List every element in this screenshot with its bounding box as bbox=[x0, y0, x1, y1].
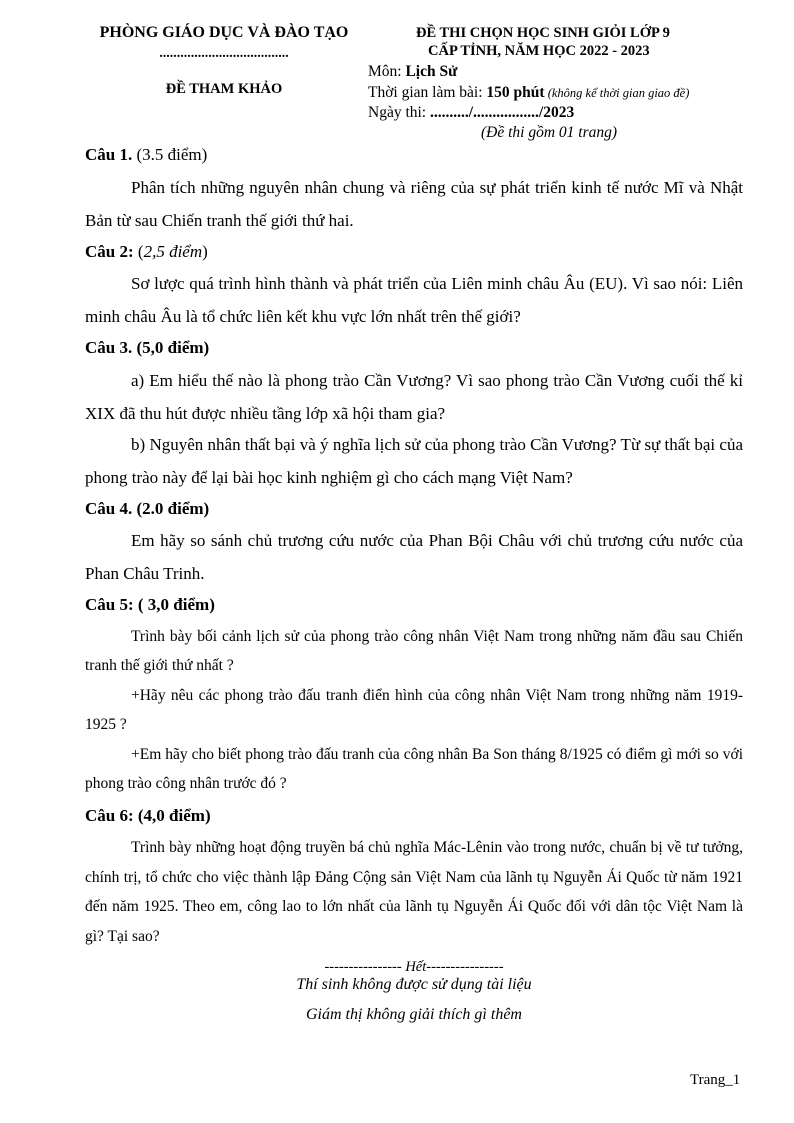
question-3-part-b: b) Nguyên nhân thất bại và ý nghĩa lịch sử của phong trào Cần Vương? Từ sự thất bại của phong trào này để lại bài học kinh nghiệm gì cho cách mạng Việt Nam? bbox=[85, 435, 743, 487]
subject-value: Lịch Sử bbox=[405, 63, 458, 80]
question-6-heading: Câu 6: (4,0 điểm) bbox=[85, 806, 211, 825]
question-3-part-a: a) Em hiểu thế nào là phong trào Cần Vương? Vì sao phong trào Cần Vương cuối thế kỉ XIX đã thu hút được nhiều tầng lớp xã hội tham gia? bbox=[85, 371, 743, 423]
date-value: ........../................./2023 bbox=[430, 104, 575, 121]
end-mark: ---------------- Hết---------------- bbox=[324, 959, 504, 975]
question-1-label: Câu 1. bbox=[85, 145, 133, 164]
footer-note-invigilators: Giám thị không giải thích gì thêm bbox=[306, 1006, 522, 1023]
question-5-heading: Câu 5: ( 3,0 điểm) bbox=[85, 595, 215, 614]
question-1-points: (3.5 điểm) bbox=[132, 145, 208, 164]
subject-label: Môn: bbox=[368, 63, 406, 80]
time-value: 150 phút bbox=[486, 84, 545, 101]
question-2-points-close: ) bbox=[202, 242, 208, 261]
question-2-heading bbox=[85, 242, 208, 262]
subject-line bbox=[368, 63, 457, 81]
question-2-text: Sơ lược quá trình hình thành và phát triển của Liên minh châu Âu (EU). Vì sao nói: Liên minh châu Âu là tổ chức liên kết khu vực lớn nhất trên thế giới? bbox=[85, 274, 743, 326]
footer-note-candidates: Thí sinh không được sử dụng tài liệu bbox=[296, 976, 532, 993]
time-line bbox=[368, 84, 689, 102]
department-name: PHÒNG GIÁO DỤC VÀ ĐÀO TẠO bbox=[99, 24, 349, 41]
question-5-text-3: +Em hãy cho biết phong trào đấu tranh của công nhân Ba Son tháng 8/1925 có điểm gì mới so với phong trào công nhân trước đó ? bbox=[85, 746, 743, 792]
exam-title-line2: CẤP TỈNH, NĂM HỌC 2022 - 2023 bbox=[428, 43, 650, 59]
question-6-text: Trình bày những hoạt động truyền bá chủ nghĩa Mác-Lênin vào trong nước, chuẩn bị về tư tưởng, chính trị, tổ chức cho việc thành lập Đảng Cộng sản Việt Nam của lãnh tụ Nguyễn Ái Quốc từ năm 1921 đến năm 1925. Theo em, công lao to lớn nhất của lãnh tụ Nguyễn Ái Quốc đối với dân tộc Việt Nam là gì? Tại sao? bbox=[85, 839, 743, 945]
date-line bbox=[368, 104, 574, 122]
date-label: Ngày thi: bbox=[368, 104, 430, 121]
question-4-text: Em hãy so sánh chủ trương cứu nước của Phan Bội Châu với chủ trương cứu nước của Phan Châu Trinh. bbox=[85, 531, 743, 583]
pages-note: (Đề thi gồm 01 trang) bbox=[481, 124, 618, 141]
question-2-points: 2,5 điểm bbox=[143, 242, 203, 261]
question-4-heading: Câu 4. (2.0 điểm) bbox=[85, 499, 210, 518]
question-3-heading: Câu 3. (5,0 điểm) bbox=[85, 338, 210, 357]
exam-type-label: ĐỀ THAM KHẢO bbox=[165, 81, 283, 97]
page-number: Trang_1 bbox=[690, 1072, 741, 1088]
question-1-heading bbox=[85, 145, 207, 165]
question-2-label: Câu 2: bbox=[85, 242, 134, 261]
department-dots: ..................................... bbox=[159, 46, 289, 61]
time-note: (không kể thời gian giao đề) bbox=[544, 86, 690, 100]
question-1-text: Phân tích những nguyên nhân chung và riêng của sự phát triển kinh tế nước Mĩ và Nhật Bản từ sau Chiến tranh thế giới thứ hai. bbox=[85, 178, 743, 230]
question-5-text-2: +Hãy nêu các phong trào đấu tranh điển hình của công nhân Việt Nam trong những năm 1919-1925 ? bbox=[85, 687, 743, 733]
exam-title-line1: ĐỀ THI CHỌN HỌC SINH GIỎI LỚP 9 bbox=[416, 25, 670, 41]
time-label: Thời gian làm bài: bbox=[368, 84, 487, 101]
question-5-text-1: Trình bày bối cảnh lịch sử của phong trào công nhân Việt Nam trong những năm đầu sau Chiến tranh thế giới thứ nhất ? bbox=[85, 628, 743, 674]
question-2-points-open: ( bbox=[133, 242, 144, 261]
